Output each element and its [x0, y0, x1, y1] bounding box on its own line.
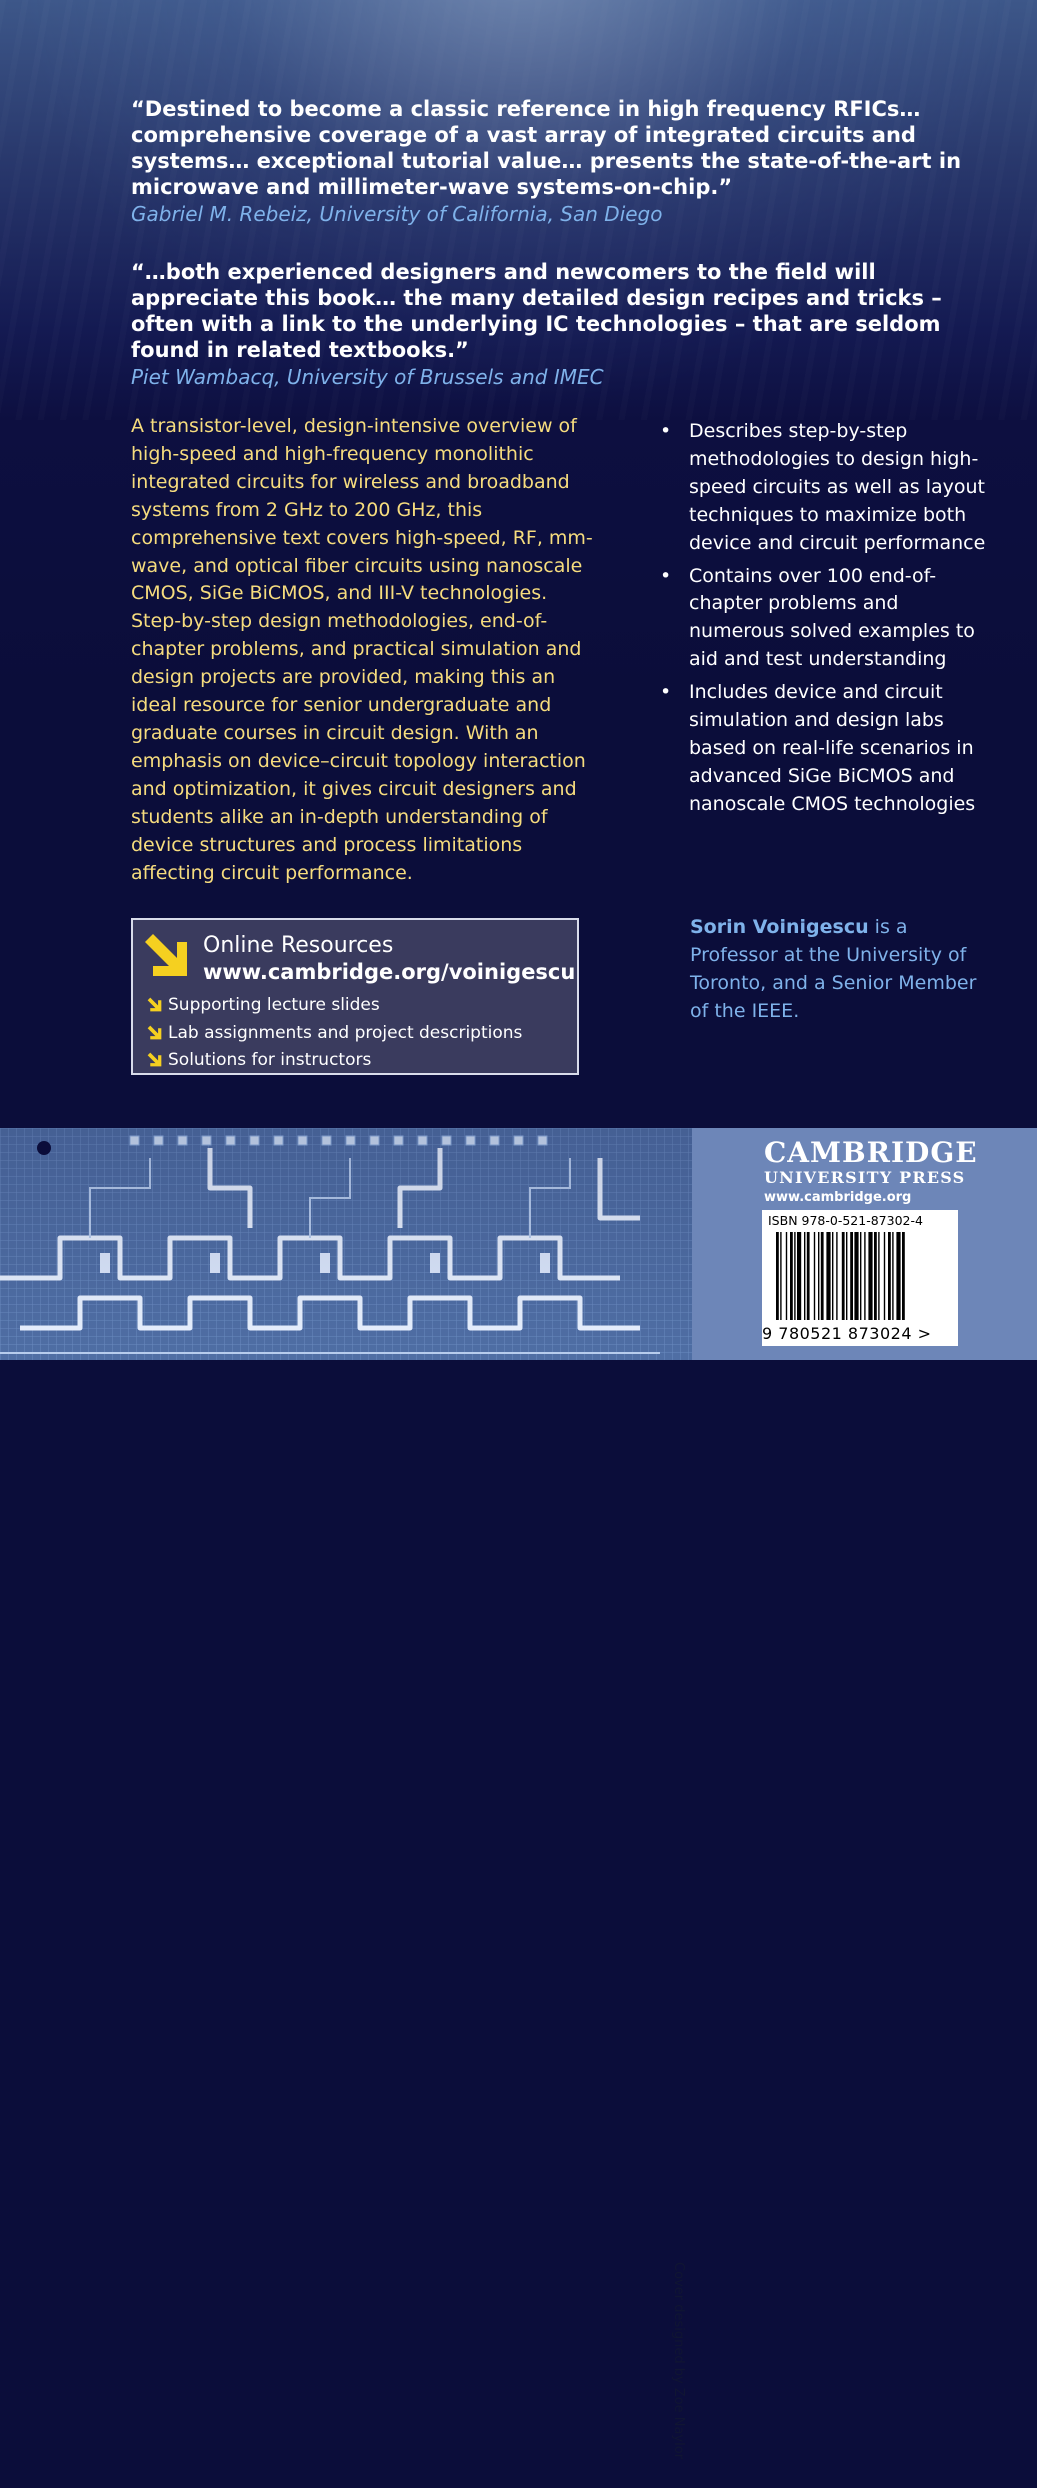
isbn-label: ISBN 978-0-521-87302-4: [768, 1213, 923, 1228]
circuit-photo: [0, 1128, 692, 2460]
feature-list: [660, 418, 990, 824]
barcode-digits: 9 780521 873024 >: [762, 1324, 932, 1343]
resource-item: [147, 1047, 522, 1075]
resource-item: [147, 1020, 522, 1048]
bullet-icon: •: [660, 420, 672, 442]
resource-item-label: Lab assignments and project descriptions: [168, 1022, 523, 1043]
publisher-subname: UNIVERSITY PRESS: [764, 1168, 966, 1187]
author-bio: [690, 913, 990, 1025]
cover-credit: Cover designed by Zoe Naylor: [671, 2262, 686, 2460]
chip-layout-image: [0, 1128, 692, 1360]
feature-item: [660, 563, 990, 675]
resources-url[interactable]: www.cambridge.org/voinigescu: [203, 960, 576, 984]
arrow-down-right-icon: [147, 997, 162, 1012]
author-name: Sorin Voinigescu: [690, 916, 869, 938]
arrow-down-right-icon: [143, 932, 189, 978]
feature-item: [660, 418, 990, 558]
resource-item: [147, 992, 522, 1020]
feature-item: [660, 679, 990, 819]
bullet-icon: •: [660, 681, 672, 704]
publisher-name: CAMBRIDGE: [764, 1136, 978, 1169]
quote-attribution: Piet Wambacq, University of Brussels and IMEC: [131, 365, 604, 389]
resources-list: [147, 992, 522, 1075]
online-resources-box: [131, 918, 579, 1075]
bullet-icon: •: [660, 564, 672, 587]
feature-text: Describes step-by-step methodologies to design high-speed circuits as well as layout techniques to maximize both device and circuit performance: [689, 420, 986, 554]
review-quote-2: [131, 259, 971, 391]
resources-title: Online Resources: [203, 933, 394, 958]
review-quote-1: [131, 96, 971, 228]
resource-item-label: Supporting lecture slides: [168, 995, 380, 1015]
quote-text: “Destined to become a classic reference in high frequency RFICs… comprehensive coverage of a vast array of integrated circuits and systems… exceptional tutorial value… presents the state-of-the-art in microwave and millimeter-wave systems-on-chip.”: [131, 97, 962, 199]
barcode-box: [762, 1210, 958, 1346]
resource-item-label: Solutions for instructors: [168, 1050, 372, 1070]
quote-text: “…both experienced designers and newcomers to the field will appreciate this book… the many detailed design recipes and tricks – often with a link to the underlying IC technologies – that are seldom found in related textbooks.”: [131, 260, 942, 362]
quote-attribution: Gabriel M. Rebeiz, University of California, San Diego: [131, 202, 663, 226]
book-description: A transistor-level, design-intensive overview of high-speed and high-frequency monolithic integrated circuits for wireless and broadband systems from 2 GHz to 200 GHz, this comprehensive text covers high-speed, RF, mm-wave, and optical fiber circuits using nanoscale CMOS, SiGe BiCMOS, and III-V technologies. Step-by-step design methodologies, end-of-chapter problems, and practical simulation and design projects are provided, making this an ideal resource for senior undergraduate and graduate courses in circuit design. With an emphasis on device–circuit topology interaction and optimization, it gives circuit designers and students alike an in-depth understanding of device structures and process limitations affecting circuit performance.: [131, 415, 593, 884]
feature-text: Includes device and circuit simulation and design labs based on real-life scenarios in advanced SiGe BiCMOS and nanoscale CMOS technologies: [689, 681, 976, 815]
feature-text: Contains over 100 end-of-chapter problems and numerous solved examples to aid and test understanding: [689, 564, 975, 671]
arrow-down-right-icon: [147, 1052, 162, 1067]
publisher-panel: [692, 1128, 1037, 1360]
publisher-url[interactable]: www.cambridge.org: [764, 1190, 912, 1205]
arrow-down-right-icon: [147, 1025, 162, 1040]
author-bio-text: is a Professor at the University of Toronto, and a Senior Member of the IEEE.: [690, 916, 977, 1022]
